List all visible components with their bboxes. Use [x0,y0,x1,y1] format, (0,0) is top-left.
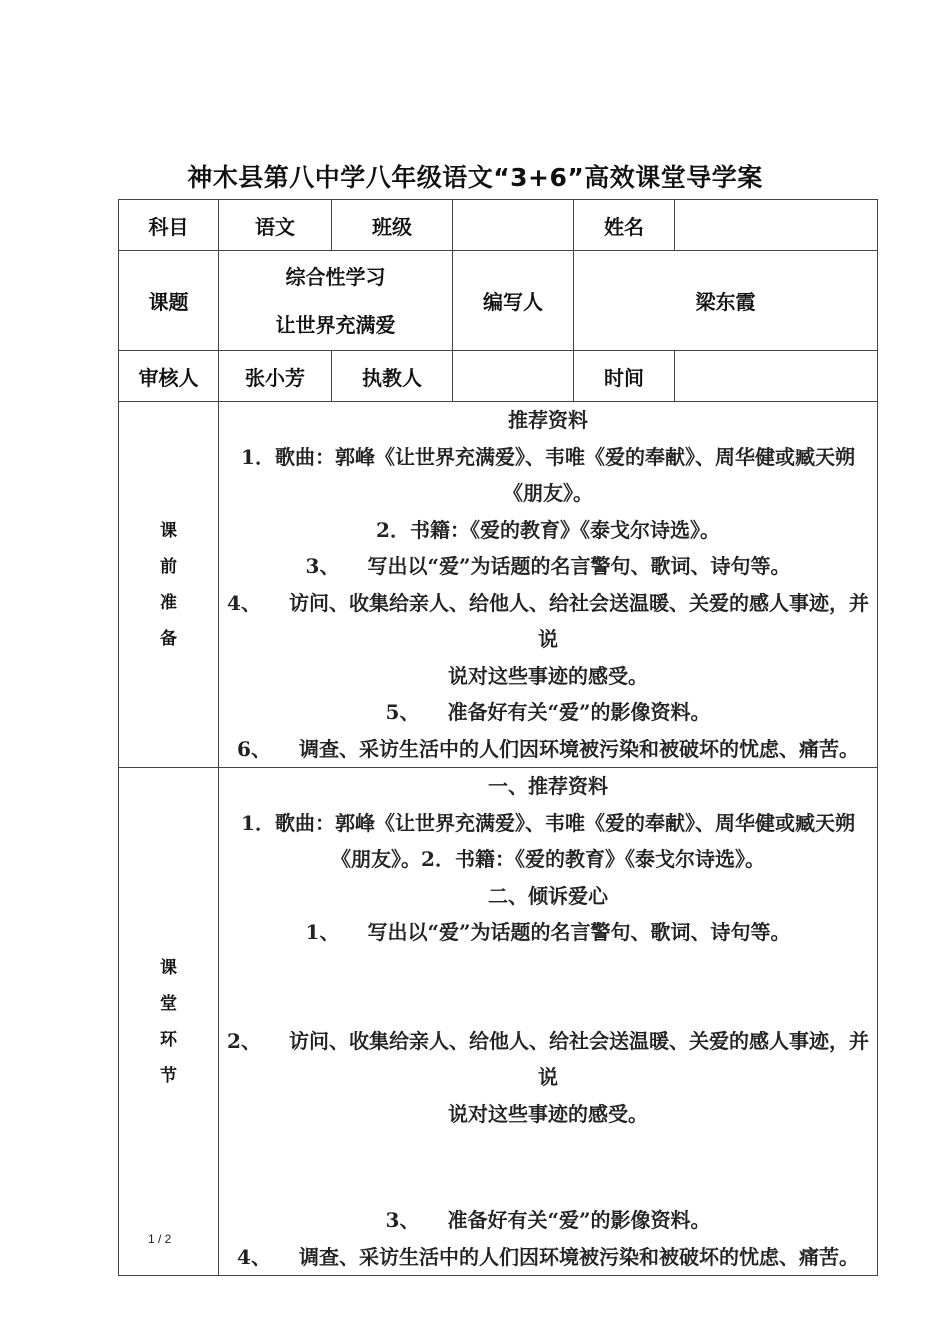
classroom-q1-text: 写出以“爱”为话题的名言警句、歌词、诗句等。 [367,920,791,944]
topic-label: 课题 [119,251,219,351]
classroom-q3-num: 3、 [385,1208,420,1232]
classroom-label-char: 环 [160,1029,177,1050]
prep-row [119,402,878,768]
classroom-q2 [219,1023,877,1096]
answer-space[interactable] [219,1132,877,1202]
classroom-q1 [219,914,877,951]
prep-label-char: 课 [160,520,177,541]
prep-item-3 [219,548,877,585]
prep-heading: 推荐资料 [508,408,588,432]
classroom-q4-num: 4、 [237,1244,271,1269]
header-row [119,200,878,251]
prep-item-3-num: 3、 [305,554,340,578]
prep-item-5-text: 准备好有关“爱”的影像资料。 [447,700,711,724]
time-label: 时间 [574,351,675,402]
class-value-field[interactable] [453,200,574,251]
classroom-label-char: 节 [160,1065,177,1086]
prep-label-char: 准 [160,592,177,613]
class-label: 班级 [332,200,453,251]
prep-item-2: 2．书籍：《爱的教育》《泰戈尔诗选》。 [376,517,720,542]
classroom-content [219,768,878,1276]
prep-item-5-num: 5、 [385,700,420,724]
classroom-section-2: 二、倾诉爱心 [488,883,608,908]
classroom-row [119,768,878,1276]
answer-space[interactable] [219,951,877,1023]
prep-label-char: 备 [160,628,177,649]
classroom-q4-text: 调查、采访生活中的人们因环境被污染和被破坏的忧虑、痛苦。 [298,1244,859,1269]
classroom-label-char: 课 [160,957,177,978]
reviewer-value: 张小芳 [219,351,332,402]
classroom-label [119,768,219,1276]
review-row [119,351,878,402]
reviewer-label: 审核人 [119,351,219,402]
classroom-q2-text: 访问、收集给亲人、给他人、给社会送温暖、关爱的感人事迹，并说 [288,1028,869,1089]
classroom-s1-line-2: 《朋友》。2．书籍：《爱的教育》《泰戈尔诗选》。 [331,847,765,871]
author-label: 编写人 [453,251,574,351]
author-value: 梁东霞 [574,251,878,351]
classroom-q1-num: 1、 [305,920,340,944]
lesson-plan-table [118,199,878,1276]
classroom-label-char: 堂 [160,993,177,1014]
name-value-field[interactable] [675,200,878,251]
prep-item-1: 1．歌曲：郭峰《让世界充满爱》、韦唯《爱的奉献》、周华健或臧天朔 [241,444,855,469]
topic-row [119,251,878,351]
prep-item-5 [219,694,877,731]
classroom-q2-cont: 说对这些事迹的感受。 [448,1101,648,1126]
prep-item-6 [219,731,877,768]
prep-label-char: 前 [160,556,177,577]
prep-item-6-text: 调查、采访生活中的人们因环境被污染和被破坏的忧虑、痛苦。 [298,736,859,761]
name-label: 姓名 [574,200,675,251]
prep-label [119,402,219,768]
teacher-value-field[interactable] [453,351,574,402]
classroom-q2-num: 2、 [227,1028,261,1053]
prep-item-3-text: 写出以“爱”为话题的名言警句、歌词、诗句等。 [367,554,791,578]
classroom-q3-text: 准备好有关“爱”的影像资料。 [447,1208,711,1232]
classroom-section-1: 一、推荐资料 [488,774,608,798]
subject-value: 语文 [219,200,332,251]
classroom-q3 [219,1202,877,1239]
page-number: 1 / 2 [148,1232,172,1246]
classroom-s1-line-1: 1．歌曲：郭峰《让世界充满爱》、韦唯《爱的奉献》、周华健或臧天朔 [241,810,855,835]
page-title: 神木县第八中学八年级语文“3+6”高效课堂导学案 [187,163,763,192]
classroom-q4 [219,1239,877,1276]
prep-content [219,402,878,768]
teacher-label: 执教人 [332,351,453,402]
topic-value [219,251,453,351]
prep-item-4-text: 访问、收集给亲人、给他人、给社会送温暖、关爱的感人事迹，并说 [288,590,869,651]
topic-line-1: 综合性学习 [285,264,386,289]
prep-item-1-cont: 《朋友》。 [503,481,593,505]
topic-line-2: 让世界充满爱 [275,312,396,337]
prep-item-4 [219,585,877,658]
subject-label: 科目 [119,200,219,251]
time-value-field[interactable] [675,351,878,402]
prep-item-6-num: 6、 [237,736,271,761]
prep-item-4-cont: 说对这些事迹的感受。 [448,663,648,688]
prep-item-4-num: 4、 [227,590,261,615]
